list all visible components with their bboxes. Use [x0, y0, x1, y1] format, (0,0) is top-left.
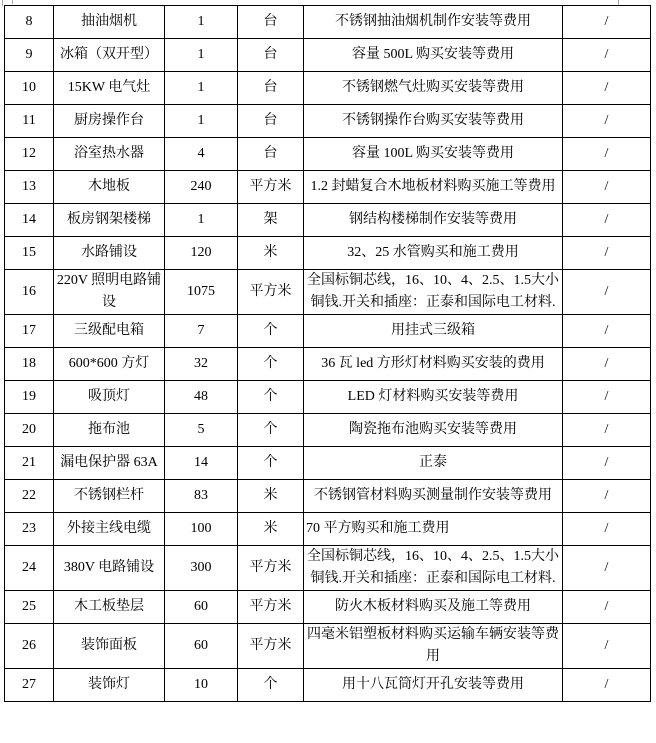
cell-remark: / — [563, 447, 651, 480]
cell-quantity: 60 — [165, 591, 238, 624]
table-row — [5, 546, 651, 591]
cell-quantity: 60 — [165, 624, 238, 669]
cell-row-number: 24 — [5, 546, 54, 591]
cell-description: 1.2 封蜡复合木地板材料购买施工等费用 — [304, 171, 563, 204]
cell-remark: / — [563, 414, 651, 447]
cell-description: 容量 100L 购买安装等费用 — [304, 138, 563, 171]
cell-remark: / — [563, 669, 651, 702]
cell-remark: / — [563, 270, 651, 315]
cell-quantity: 4 — [165, 138, 238, 171]
cell-description: 陶瓷拖布池购买安装等费用 — [304, 414, 563, 447]
table-row — [5, 513, 651, 546]
cell-row-number: 14 — [5, 204, 54, 237]
cell-item-name: 木地板 — [54, 171, 165, 204]
gridline-remnant-left — [2, 0, 3, 6]
cell-description: 全国标铜芯线，16、10、4、2.5、1.5大小铜钱.开关和插座：正泰和国际电工材料. — [304, 546, 563, 591]
table-row — [5, 237, 651, 270]
cell-item-name: 装饰面板 — [54, 624, 165, 669]
cell-description: 不锈钢抽油烟机制作安装等费用 — [304, 6, 563, 39]
cell-remark: / — [563, 39, 651, 72]
table-row — [5, 72, 651, 105]
cell-quantity: 1075 — [165, 270, 238, 315]
gridline-remnant-left2 — [12, 0, 13, 4]
cell-remark: / — [563, 591, 651, 624]
cell-remark: / — [563, 72, 651, 105]
cell-row-number: 23 — [5, 513, 54, 546]
table-row — [5, 447, 651, 480]
cell-unit: 平方米 — [238, 624, 304, 669]
cell-item-name: 三级配电箱 — [54, 315, 165, 348]
cell-item-name: 水路铺设 — [54, 237, 165, 270]
cell-description: 防火木板材料购买及施工等费用 — [304, 591, 563, 624]
cell-quantity: 1 — [165, 6, 238, 39]
cell-item-name: 浴室热水器 — [54, 138, 165, 171]
cell-unit: 个 — [238, 669, 304, 702]
cell-item-name: 600*600 方灯 — [54, 348, 165, 381]
cell-quantity: 100 — [165, 513, 238, 546]
cell-quantity: 120 — [165, 237, 238, 270]
cell-unit: 个 — [238, 447, 304, 480]
cell-quantity: 10 — [165, 669, 238, 702]
cell-item-name: 漏电保护器 63A — [54, 447, 165, 480]
cell-item-name: 木工板垫层 — [54, 591, 165, 624]
cell-remark: / — [563, 546, 651, 591]
cell-description: 用挂式三级箱 — [304, 315, 563, 348]
cell-unit: 个 — [238, 348, 304, 381]
cell-remark: / — [563, 204, 651, 237]
table-row — [5, 39, 651, 72]
cell-unit: 米 — [238, 480, 304, 513]
cell-unit: 米 — [238, 513, 304, 546]
cell-unit: 平方米 — [238, 270, 304, 315]
table-row — [5, 348, 651, 381]
cell-item-name: 装饰灯 — [54, 669, 165, 702]
cell-row-number: 13 — [5, 171, 54, 204]
cell-unit: 台 — [238, 39, 304, 72]
cell-remark: / — [563, 381, 651, 414]
cell-item-name: 外接主线电缆 — [54, 513, 165, 546]
table-row — [5, 414, 651, 447]
cell-description: 用十八瓦筒灯开孔安装等费用 — [304, 669, 563, 702]
cell-item-name: 拖布池 — [54, 414, 165, 447]
table-row — [5, 624, 651, 669]
cell-row-number: 9 — [5, 39, 54, 72]
cell-unit: 个 — [238, 315, 304, 348]
cell-remark: / — [563, 237, 651, 270]
cell-description: 四毫米铝塑板材料购买运输车辆安装等费用 — [304, 624, 563, 669]
cell-item-name: 220V 照明电路铺设 — [54, 270, 165, 315]
table-row — [5, 138, 651, 171]
table-row — [5, 204, 651, 237]
table-row — [5, 480, 651, 513]
cell-description: 32、25 水管购买和施工费用 — [304, 237, 563, 270]
cell-row-number: 20 — [5, 414, 54, 447]
cell-quantity: 1 — [165, 204, 238, 237]
cell-description: 不锈钢操作台购买安装等费用 — [304, 105, 563, 138]
cell-row-number: 27 — [5, 669, 54, 702]
cell-description: 正泰 — [304, 447, 563, 480]
cell-unit: 个 — [238, 414, 304, 447]
cell-quantity: 1 — [165, 72, 238, 105]
cell-item-name: 吸顶灯 — [54, 381, 165, 414]
cell-remark: / — [563, 513, 651, 546]
cell-description: 全国标铜芯线，16、10、4、2.5、1.5大小铜钱.开关和插座：正泰和国际电工材料. — [304, 270, 563, 315]
cell-unit: 平方米 — [238, 171, 304, 204]
cell-quantity: 5 — [165, 414, 238, 447]
cell-remark: / — [563, 315, 651, 348]
cell-unit: 台 — [238, 72, 304, 105]
cell-quantity: 7 — [165, 315, 238, 348]
cell-row-number: 12 — [5, 138, 54, 171]
cell-item-name: 不锈钢栏杆 — [54, 480, 165, 513]
items-table — [4, 5, 651, 702]
cell-description: LED 灯材料购买安装等费用 — [304, 381, 563, 414]
cell-remark: / — [563, 624, 651, 669]
table-row — [5, 6, 651, 39]
cell-unit: 台 — [238, 138, 304, 171]
cell-row-number: 16 — [5, 270, 54, 315]
cell-description: 70 平方购买和施工费用 — [304, 513, 563, 546]
cell-remark: / — [563, 480, 651, 513]
cell-description: 36 瓦 led 方形灯材料购买安装的费用 — [304, 348, 563, 381]
table-row — [5, 591, 651, 624]
cell-item-name: 冰箱（双开型） — [54, 39, 165, 72]
cell-unit: 米 — [238, 237, 304, 270]
cell-remark: / — [563, 348, 651, 381]
cell-row-number: 21 — [5, 447, 54, 480]
cell-unit: 架 — [238, 204, 304, 237]
table-row — [5, 315, 651, 348]
cell-row-number: 8 — [5, 6, 54, 39]
cell-description: 不锈钢燃气灶购买安装等费用 — [304, 72, 563, 105]
table-row — [5, 171, 651, 204]
cell-quantity: 240 — [165, 171, 238, 204]
cell-row-number: 19 — [5, 381, 54, 414]
cell-remark: / — [563, 138, 651, 171]
cell-quantity: 300 — [165, 546, 238, 591]
cell-row-number: 17 — [5, 315, 54, 348]
table-row — [5, 381, 651, 414]
cell-description: 钢结构楼梯制作安装等费用 — [304, 204, 563, 237]
cell-unit: 平方米 — [238, 591, 304, 624]
table-row — [5, 270, 651, 315]
cell-quantity: 14 — [165, 447, 238, 480]
cell-description: 不锈钢管材料购买测量制作安装等费用 — [304, 480, 563, 513]
cell-row-number: 26 — [5, 624, 54, 669]
cell-remark: / — [563, 105, 651, 138]
cell-row-number: 25 — [5, 591, 54, 624]
cell-item-name: 板房钢架楼梯 — [54, 204, 165, 237]
table-row — [5, 669, 651, 702]
cell-unit: 平方米 — [238, 546, 304, 591]
cell-remark: / — [563, 171, 651, 204]
cell-quantity: 1 — [165, 105, 238, 138]
items-table-body — [5, 6, 651, 702]
cell-unit: 台 — [238, 105, 304, 138]
cell-quantity: 48 — [165, 381, 238, 414]
cell-row-number: 15 — [5, 237, 54, 270]
cell-row-number: 18 — [5, 348, 54, 381]
cell-unit: 个 — [238, 381, 304, 414]
cell-row-number: 22 — [5, 480, 54, 513]
cell-item-name: 15KW 电气灶 — [54, 72, 165, 105]
cell-unit: 台 — [238, 6, 304, 39]
cell-item-name: 380V 电路铺设 — [54, 546, 165, 591]
table-row — [5, 105, 651, 138]
cell-row-number: 11 — [5, 105, 54, 138]
cell-item-name: 厨房操作台 — [54, 105, 165, 138]
cell-remark: / — [563, 6, 651, 39]
cell-item-name: 抽油烟机 — [54, 6, 165, 39]
cell-quantity: 83 — [165, 480, 238, 513]
cell-quantity: 32 — [165, 348, 238, 381]
cell-row-number: 10 — [5, 72, 54, 105]
cell-description: 容量 500L 购买安装等费用 — [304, 39, 563, 72]
cell-quantity: 1 — [165, 39, 238, 72]
